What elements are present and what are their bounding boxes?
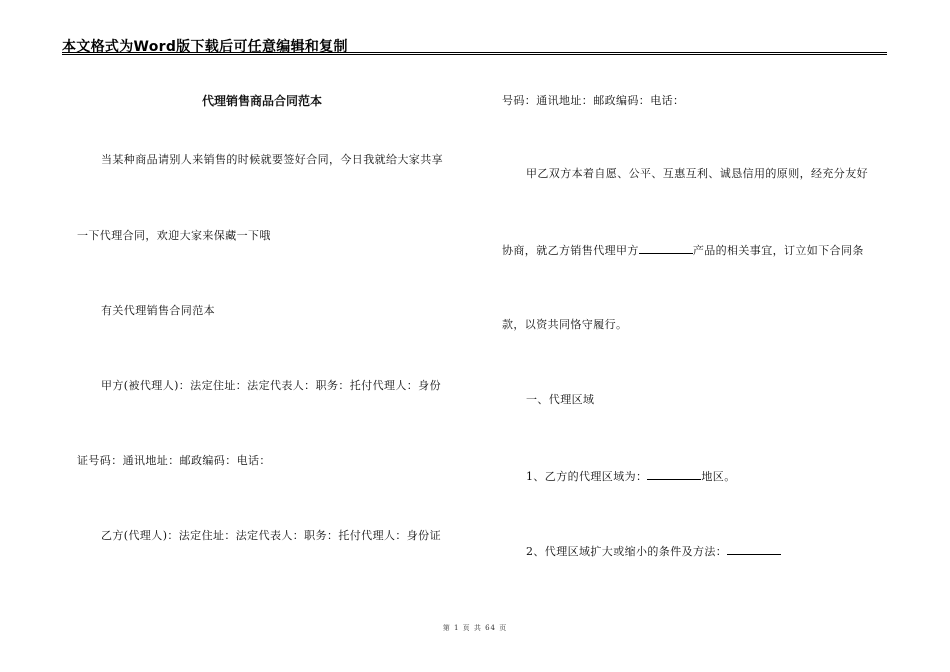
left-paragraph-line: 乙方(代理人)：法定住址：法定代表人：职务：托付代理人：身份证 <box>101 529 441 542</box>
page-header-title: 本文格式为Word版下载后可任意编辑和复制 <box>62 39 348 55</box>
left-paragraph-line: 有关代理销售合同范本 <box>101 304 215 317</box>
document-title: 代理销售商品合同范本 <box>201 94 322 108</box>
page-footer: 第 1 页 共 64 页 <box>442 624 508 632</box>
header-rule-secondary <box>62 54 887 55</box>
right-paragraph-line: 号码：通讯地址：邮政编码：电话： <box>502 94 685 107</box>
fill-in-blank <box>647 468 701 480</box>
right-paragraph-line <box>526 468 736 484</box>
right-line-text: 地区。 <box>701 470 736 483</box>
right-paragraph-line: 甲乙双方本着自愿、公平、互惠互利、诚恳信用的原则，经充分友好 <box>526 167 868 180</box>
right-line-text: 产品的相关事宜，订立如下合同条 <box>692 244 864 257</box>
section-heading: 一、代理区域 <box>526 393 595 406</box>
right-paragraph-line <box>502 242 864 258</box>
right-paragraph-line <box>526 543 781 559</box>
right-line-text: 1、乙方的代理区域为： <box>526 470 648 483</box>
right-paragraph-line: 款，以资共同恪守履行。 <box>502 318 628 331</box>
left-paragraph-line: 当某种商品请别人来销售的时候就要签好合同，今日我就给大家共享 <box>101 153 443 166</box>
left-paragraph-line: 甲方(被代理人)：法定住址：法定代表人：职务：托付代理人：身份 <box>101 379 441 392</box>
fill-in-blank <box>727 543 781 555</box>
header-rule <box>62 52 887 53</box>
left-paragraph-line: 证号码：通讯地址：邮政编码：电话： <box>77 454 271 467</box>
left-paragraph-line: 一下代理合同，欢迎大家来保藏一下哦 <box>77 229 271 242</box>
right-line-text: 协商，就乙方销售代理甲方 <box>502 244 639 257</box>
fill-in-blank <box>639 242 693 254</box>
right-line-text: 2、代理区域扩大或缩小的条件及方法： <box>526 545 728 558</box>
